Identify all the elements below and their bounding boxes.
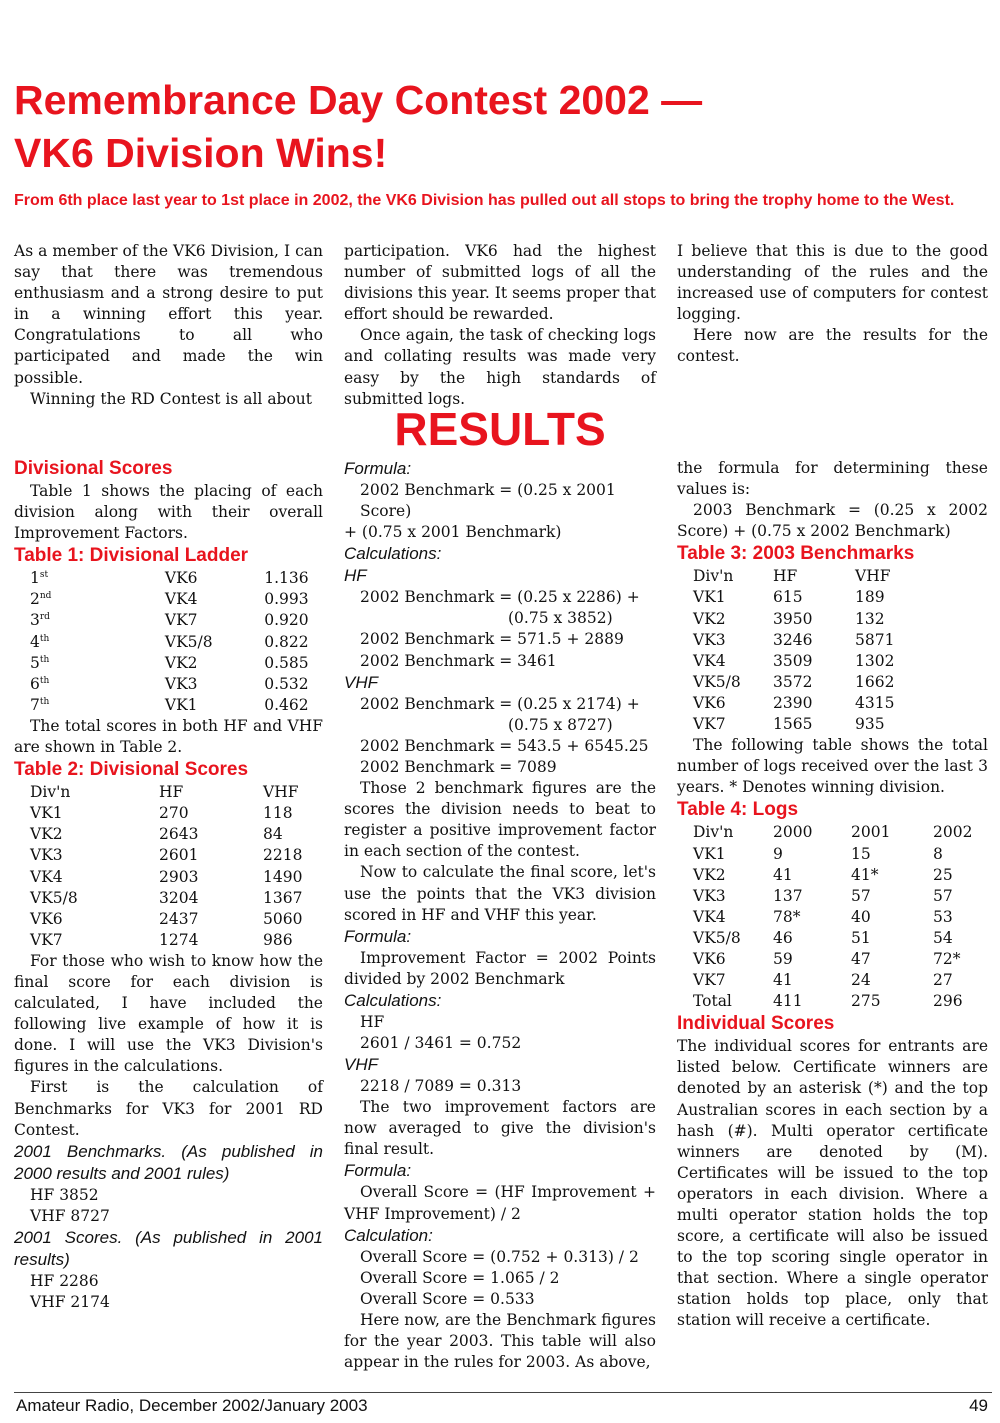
- calculations-label: Calculations:: [344, 990, 442, 1010]
- table-cell: VK2: [693, 865, 726, 884]
- table-row: [677, 587, 915, 608]
- calculations-label: Calculations:: [344, 544, 442, 564]
- table-row: [677, 865, 983, 886]
- table-cell: VK2: [30, 825, 63, 844]
- footer-publication: Amateur Radio, December 2002/January 2003: [16, 1396, 368, 1415]
- rank-suffix: nd: [39, 591, 52, 602]
- table-cell: 84: [263, 825, 283, 844]
- formula-text: 2003 Benchmark = (0.25 x 2002 Score) + (0.75 x 2002 Benchmark): [677, 501, 988, 541]
- intro-column-3: [677, 241, 988, 368]
- table-row: [677, 844, 983, 865]
- factor-cell: 0.585: [264, 653, 309, 672]
- footer-rule: [14, 1392, 992, 1393]
- table-cell: VK6: [30, 909, 63, 928]
- table-row: [14, 824, 323, 845]
- table-cell: 46: [773, 928, 793, 947]
- table-cell: VK5/8: [30, 888, 78, 907]
- table-cell: VK3: [693, 630, 726, 649]
- paragraph: Table 1 shows the placing of each division along with their overall Improvement Factors.: [14, 482, 323, 543]
- table-cell: VK7: [693, 971, 726, 990]
- calc-line: Overall Score = (0.752 + 0.313) / 2: [360, 1247, 639, 1266]
- table-cell: 296: [933, 992, 963, 1011]
- vhf-label: VHF: [344, 1055, 378, 1075]
- table-row: [14, 803, 323, 824]
- intro-paragraph: I believe that this is due to the good understanding of the rules and the increased use of computers for contest logging.: [677, 242, 988, 324]
- header-cell: HF: [773, 567, 798, 586]
- value-line: HF 3852: [30, 1185, 99, 1204]
- header-cell: VHF: [855, 567, 891, 586]
- calc-line: (0.75 x 8727): [508, 715, 613, 734]
- table-cell: VK6: [693, 693, 726, 712]
- calc-line: 2002 Benchmark = 3461: [360, 651, 557, 670]
- header-cell: 2000: [773, 823, 813, 842]
- table-cell: 53: [933, 907, 953, 926]
- table-cell: VK1: [693, 588, 726, 607]
- table-cell: 1274: [159, 930, 199, 949]
- rank-cell: 3rd: [30, 611, 50, 630]
- division-cell: VK2: [164, 653, 198, 672]
- table-row: [14, 674, 323, 695]
- table-cell: 137: [773, 886, 803, 905]
- calc-line: 2002 Benchmark = 543.5 + 6545.25: [360, 736, 649, 755]
- calc-line: 2002 Benchmark = 7089: [360, 757, 557, 776]
- intro-paragraph: Here now are the results for the contest.: [677, 326, 988, 366]
- table-cell: 1662: [855, 672, 895, 691]
- formula-text: Improvement Factor = 2002 Points divided by 2002 Benchmark: [344, 948, 656, 988]
- table-cell: 4315: [855, 693, 895, 712]
- section-heading: Divisional Scores: [14, 458, 173, 479]
- calc-line: 2601 / 3461 = 0.752: [360, 1033, 522, 1052]
- table-cell: 2601: [159, 846, 199, 865]
- table-cell: 411: [773, 992, 803, 1011]
- division-cell: VK5/8: [164, 632, 213, 651]
- header-cell: Div'n: [30, 783, 71, 802]
- calc-line: Overall Score = 1.065 / 2: [360, 1268, 560, 1287]
- rank-suffix: rd: [39, 612, 50, 623]
- table-logs: [677, 822, 983, 1012]
- table-row: [677, 630, 915, 651]
- paragraph: The two improvement factors are now averaged to give the division's final result.: [344, 1098, 656, 1159]
- table-cell: 2903: [159, 867, 199, 886]
- table-cell: 59: [773, 949, 793, 968]
- paragraph: The total scores in both HF and VHF are shown in Table 2.: [14, 716, 323, 757]
- subheading: 2001 Scores. (As published in 2001 results): [14, 1227, 323, 1269]
- table-row: [14, 610, 323, 631]
- table-cell: VK4: [30, 867, 63, 886]
- header-cell: 2002: [933, 823, 973, 842]
- paragraph: Here now, are the Benchmark figures for the year 2003. This table will also appear in the rules for 2003. As above,: [344, 1310, 656, 1372]
- calculation-label: Calculation:: [344, 1225, 433, 1245]
- formula-line: 2002 Benchmark = (0.25 x 2001 Score): [360, 481, 616, 521]
- table-row: [677, 609, 915, 630]
- table-row: [677, 714, 915, 735]
- table-row: [677, 886, 983, 907]
- table-cell: 72*: [933, 949, 961, 968]
- header-cell: Div'n: [693, 567, 734, 586]
- table-cell: 275: [851, 992, 881, 1011]
- table-2003-benchmarks: [677, 566, 915, 735]
- table-cell: VK4: [693, 907, 726, 926]
- table-cell: 8: [933, 844, 943, 863]
- table-divisional-scores: [14, 782, 323, 951]
- header-cell: Div'n: [693, 823, 734, 842]
- rank-cell: 1st: [30, 569, 49, 588]
- calc-line: 2002 Benchmark = 571.5 + 2889: [360, 630, 624, 649]
- table-cell: 2437: [159, 909, 199, 928]
- table-heading: Table 1: Divisional Ladder: [14, 545, 249, 567]
- table-cell: 1490: [263, 867, 303, 886]
- page-number: 49: [969, 1396, 988, 1415]
- table-row: [677, 693, 915, 714]
- article-subtitle: From 6th place last year to 1st place in 2002, the VK6 Division has pulled out all stops to bring the trophy home to the West.: [14, 192, 955, 209]
- table-row: [677, 991, 983, 1012]
- rank-cell: 6th: [30, 674, 50, 693]
- vhf-label: VHF: [344, 672, 378, 692]
- table-cell: 1302: [855, 651, 895, 670]
- table-cell: 2643: [159, 825, 199, 844]
- table-row: [14, 632, 323, 653]
- section-heading: Individual Scores: [677, 1013, 835, 1035]
- table-cell: VK7: [30, 930, 63, 949]
- division-cell: VK4: [164, 590, 198, 609]
- table-cell: 1565: [773, 715, 813, 734]
- paragraph: The individual scores for entrants are listed below. Certificate winners are denoted by an asterisk (*) and the top Australian scores in each section by a hash (#). Multi operator certificate winners are denoted by (M). Certificates will be issued to the top operators in each division. Where a multi operator station holds the top score, a certificate will also be issued to the top scoring single operator in that section. Where a single operator station holds top place, only that station will receive a certificate.: [677, 1037, 988, 1330]
- table-cell: VK3: [693, 886, 726, 905]
- table-divisional-ladder: [14, 568, 323, 716]
- factor-cell: 0.993: [264, 590, 309, 609]
- subheading: 2001 Benchmarks. (As published in 2000 results and 2001 rules): [14, 1141, 323, 1183]
- results-heading: RESULTS: [394, 403, 606, 455]
- header-cell: HF: [159, 783, 184, 802]
- table-heading: Table 2: Divisional Scores: [14, 759, 249, 781]
- calc-line: 2218 / 7089 = 0.313: [360, 1077, 522, 1096]
- table-cell: 3204: [159, 888, 199, 907]
- table-cell: 41*: [851, 865, 879, 884]
- table-cell: 3246: [773, 630, 813, 649]
- table-cell: VK2: [693, 609, 726, 628]
- intro-paragraph: Winning the RD Contest is all about: [30, 389, 313, 408]
- table-row: [14, 845, 323, 866]
- paragraph: First is the calculation of Benchmarks for VK3 for 2001 RD Contest.: [14, 1078, 323, 1139]
- table-cell: 40: [851, 907, 871, 926]
- table-cell: 41: [773, 865, 793, 884]
- table-cell: 615: [773, 588, 803, 607]
- table-row: [677, 651, 915, 672]
- table-row: [14, 867, 323, 888]
- table-cell: 51: [851, 928, 871, 947]
- table-cell: 2218: [263, 846, 303, 865]
- hf-label: HF: [344, 566, 367, 586]
- table-cell: VK1: [693, 844, 726, 863]
- header-cell: VHF: [263, 783, 299, 802]
- formula-label: Formula:: [344, 459, 412, 478]
- table-cell: 935: [855, 715, 885, 734]
- table-row: [14, 589, 323, 610]
- right-column: [677, 458, 988, 1332]
- table-cell: 24: [851, 971, 871, 990]
- paragraph: Now to calculate the final score, let's use the points that the VK3 division scored in HF and VHF this year.: [344, 863, 656, 924]
- factor-cell: 1.136: [264, 569, 309, 588]
- division-cell: VK7: [164, 611, 198, 630]
- table-cell: 47: [851, 949, 871, 968]
- intro-column-1: [14, 241, 323, 410]
- table-cell: 189: [855, 588, 885, 607]
- table-row: [14, 888, 323, 909]
- table-cell: VK3: [30, 846, 63, 865]
- table-row: [677, 949, 983, 970]
- calc-line: Overall Score = 0.533: [360, 1289, 535, 1308]
- table-cell: 132: [855, 609, 885, 628]
- table-cell: VK7: [693, 715, 726, 734]
- formula-label: Formula:: [344, 926, 412, 946]
- table-cell: VK1: [30, 804, 63, 823]
- paragraph: Those 2 benchmark figures are the scores the division needs to beat to register a positive improvement factor in each section of the contest.: [344, 779, 656, 861]
- table-cell: 118: [263, 804, 293, 823]
- title-line-2: VK6 Division Wins!: [14, 130, 388, 176]
- table-cell: VK5/8: [693, 928, 741, 947]
- formula-line: + (0.75 x 2001 Benchmark): [344, 523, 562, 542]
- table-cell: VK6: [693, 949, 726, 968]
- factor-cell: 0.822: [264, 632, 309, 651]
- rank-suffix: th: [39, 633, 50, 644]
- table-cell: 3950: [773, 609, 813, 628]
- formula-text: Overall Score = (HF Improvement + VHF Improvement) / 2: [344, 1183, 656, 1223]
- article-title: [14, 74, 994, 180]
- table-cell: Total: [693, 992, 732, 1011]
- table-cell: VK4: [693, 651, 726, 670]
- rank-cell: 5th: [30, 653, 50, 672]
- rank-suffix: st: [39, 570, 49, 581]
- division-cell: VK6: [164, 569, 198, 588]
- table-cell: 5060: [263, 909, 303, 928]
- table-cell: 25: [933, 865, 953, 884]
- table-cell: 9: [773, 844, 783, 863]
- factor-cell: 0.532: [264, 674, 309, 693]
- table-header-row: [14, 782, 323, 803]
- table-heading: Table 4: Logs: [677, 799, 799, 821]
- intro-paragraph: As a member of the VK6 Division, I can say that there was tremendous enthusiasm and a strong desire to put in a winning effort this year. Congratulations to all who participated and made the win possible.: [14, 242, 323, 387]
- formula-label: Formula:: [344, 1161, 412, 1181]
- table-cell: 41: [773, 971, 793, 990]
- table-cell: 27: [933, 971, 953, 990]
- table-row: [677, 970, 983, 991]
- table-row: [14, 653, 323, 674]
- paragraph: For those who wish to know how the final score for each division is calculated, I have included the following live example of how it is done. I will use the VK3 Division's figures in the calculations.: [14, 951, 323, 1076]
- rank-suffix: th: [39, 696, 50, 707]
- title-line-1: Remembrance Day Contest 2002 —: [14, 77, 703, 123]
- rank-suffix: th: [39, 675, 50, 686]
- table-cell: 78*: [773, 907, 801, 926]
- table-cell: 15: [851, 844, 871, 863]
- left-column: [14, 457, 323, 1313]
- table-header-row: [677, 822, 983, 843]
- value-line: VHF 8727: [30, 1206, 110, 1225]
- table-cell: 54: [933, 928, 953, 947]
- table-header-row: [677, 566, 915, 587]
- hf-label: HF: [360, 1012, 385, 1031]
- division-cell: VK3: [164, 674, 198, 693]
- rank-cell: 7th: [30, 695, 50, 714]
- paragraph: the formula for determining these values is:: [677, 459, 988, 499]
- table-heading: Table 3: 2003 Benchmarks: [677, 543, 915, 565]
- division-cell: VK1: [164, 695, 198, 714]
- table-cell: 986: [263, 930, 293, 949]
- calc-line: 2002 Benchmark = (0.25 x 2174) +: [360, 694, 640, 713]
- table-cell: 3572: [773, 672, 813, 691]
- rank-cell: 2nd: [30, 590, 52, 609]
- table-row: [14, 568, 323, 589]
- intro-paragraph: participation. VK6 had the highest number of submitted logs of all the divisions this year. It seems proper that effort should be rewarded.: [344, 242, 656, 324]
- factor-cell: 0.920: [264, 611, 309, 630]
- table-cell: 57: [851, 886, 871, 905]
- middle-column: [344, 458, 656, 1373]
- header-cell: 2001: [851, 823, 891, 842]
- calc-line: 2002 Benchmark = (0.25 x 2286) +: [360, 588, 640, 607]
- table-cell: 1367: [263, 888, 303, 907]
- table-cell: 5871: [855, 630, 895, 649]
- table-row: [14, 909, 323, 930]
- value-line: VHF 2174: [30, 1293, 110, 1311]
- table-row: [677, 907, 983, 928]
- intro-column-2: [344, 241, 656, 410]
- table-row: [677, 672, 915, 693]
- table-row: [677, 928, 983, 949]
- rank-cell: 4th: [30, 632, 50, 651]
- table-row: [14, 930, 323, 951]
- value-line: HF 2286: [30, 1271, 99, 1290]
- calc-line: (0.75 x 3852): [508, 609, 613, 628]
- table-row: [14, 695, 323, 716]
- table-cell: 57: [933, 886, 953, 905]
- table-cell: 2390: [773, 693, 813, 712]
- rank-suffix: th: [39, 654, 50, 665]
- table-cell: 270: [159, 804, 189, 823]
- table-cell: VK5/8: [693, 672, 741, 691]
- table-cell: 3509: [773, 651, 813, 670]
- factor-cell: 0.462: [264, 695, 309, 714]
- paragraph: The following table shows the total number of logs received over the last 3 years. * Denotes winning division.: [677, 736, 988, 797]
- intro-paragraph: Once again, the task of checking logs and collating results was made very easy by the high standards of submitted logs.: [344, 326, 656, 408]
